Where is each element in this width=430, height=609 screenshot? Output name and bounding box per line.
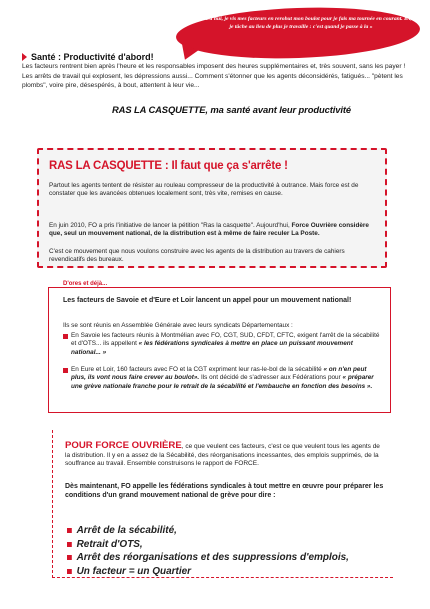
box3-paragraph-1 [65,442,385,469]
square-bullet-icon [67,569,72,574]
speech-bubble-text: «Aujourd'hui, je vis mes facteurs en rerobut mon boulot pour je fais ma tournée en courant. Ici, je tâche au lieu de plus je travaille : c'est quand je passe à la » [190,16,412,30]
square-bullet-icon [67,542,72,547]
bullet-savoie [63,332,383,357]
arrow-right-icon [22,53,27,61]
demand-text: Arrêt des réorganisations et des suppressions d'emplois, [76,552,349,564]
sante-paragraph-1: Les facteurs rentrent bien après l'heure et les responsables imposent des heures supplémentaires et, très souvent, sans les payer ! [22,63,406,70]
demand-item [67,565,374,579]
bullet2-text-2: Ils ont décidé de s'adresser aux Fédérations pour [199,374,343,382]
bullet2-text: En Eure et Loir, 160 facteurs avec FO et la CGT expriment leur ras-le-bol de la sécabilité [71,366,324,373]
sante-section [22,52,410,90]
box2-tag: D'ores et déjà... [60,281,110,287]
box1-paragraph-1: Partout les agents tentent de résister au rouleau compresseur de la productivité à outrance. Mais force est de constater que les avancées obtenues localement sont, très vite, remises en cause. [49,182,359,198]
slogan: RAS LA CASQUETTE, ma santé avant leur productivité [112,104,351,115]
box2-lead: Les facteurs de Savoie et d'Eure et Loir lancent un appel pour un mouvement national! [63,297,352,304]
sante-title: Santé : Productivité d'abord! [31,52,154,62]
box1-paragraph-3: C'est ce mouvement que nous voulons construire avec les agents de la distribution au travers de cahiers revendicatifs des bureaux. [49,248,345,264]
demands-list [67,524,387,578]
bullet-eure-et-loir-text [71,366,383,391]
demand-text: Arrêt de la sécabilité, [76,525,177,536]
bullet2-quote: « on n'en peut plus, ils vont nous faire crever au boulot». [71,366,367,382]
square-bullet-icon [67,528,72,533]
bullet1-text: En Savoie les facteurs réunis à Montmélian avec FO, CGT, SUD, CFDT, CFTC, exigent l'arrêt de la sécabilité et d'OTS... ils appellent [71,332,380,348]
bullet2-quote-2: « préparer une grève nationale franche pour le retrait de la sécabilité et l'embauche en fonction des besoins ». [71,374,374,390]
bullet-eure-et-loir [63,366,383,391]
bullet-savoie-text [71,332,383,357]
demand-item [67,538,374,552]
box3-p1-text: , ce que veulent ces facteurs, c'est ce que veulent tous les agents de la distribution. Il y en a assez de la Sécabilité, des réorganisations incessantes, des emplois supprimés, de la souffrance au travail. Ensemble construisons le rapport de FORCE. [65,443,380,468]
sante-paragraph-2: Les arrêts de travail qui explosent, les dépressions aussi... Comment s'étonner que les agents déconsidérés, fatigués... "pètent les plombs", voire pire, désespérés, à bout, attentent à leur vie... [22,72,403,89]
square-bullet-icon [67,555,72,560]
appel-box [48,287,391,413]
demand-text: Un facteur = un Quartier [76,565,192,577]
box1-paragraph-2 [49,222,379,239]
box3-paragraph-2: Dès maintenant, FO appelle les fédérations syndicales à tout mettre en œuvre pour préparer les conditions d'un grand mouvement national de grève pour dire : [65,483,384,500]
sante-heading [22,52,410,62]
box1-title: RAS LA CASQUETTE : Il faut que ça s'arrête ! [49,158,288,172]
demand-text: Retrait d'OTS, [76,538,143,550]
box1-p2-bold: Force Ouvrière considère que, seul un mouvement national, de la distribution est à même de faire reculer La Poste. [49,222,369,238]
demand-item [67,551,374,565]
box2-intro: Ils se sont réunis en Assemblée Générale avec leurs syndicats Départementaux : [63,322,293,329]
box1-p2-text: En juin 2010, FO a pris l'initiative de lancer la pétition "Ras la casquette". Aujourd'hui, [49,222,292,229]
ras-la-casquette-box [37,148,387,268]
force-ouvriere-box [52,430,393,578]
demand-item [67,524,374,538]
square-bullet-icon [63,334,68,339]
force-ouvriere-label: POUR FORCE OUVRIÈRE [65,440,182,451]
square-bullet-icon [63,368,68,373]
bullet1-quote: « les fédérations syndicales à mettre en place un puissant mouvement national... » [71,340,353,356]
